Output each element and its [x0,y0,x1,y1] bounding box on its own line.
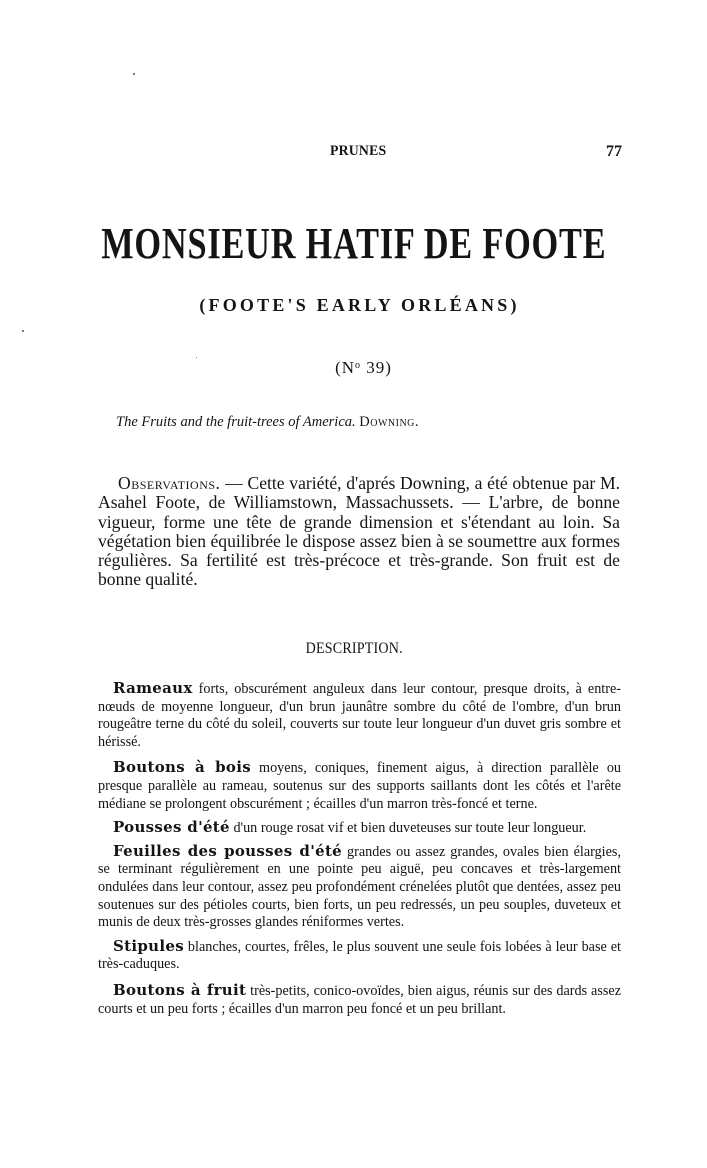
running-head-title: PRUNES [330,143,387,159]
description-text: grandes ou assez grandes, ovales bien élargies, se terminant régulièrement en une pointe peu aiguë, peu concaves et très-largement ondulées dans leur contour, assez peu profondément crénelées plutôt que dentées, assez peu soutenues sur des pétioles courts, bien forts, un peu redressés, un peu souples, duveteux et munis de deux très-grosses glandes réniformes vertes. [98,843,621,931]
description-item-stipules [98,938,621,974]
reference-title: The Fruits and the fruit-trees of America. [116,414,356,430]
description-term: Rameaux [113,679,193,697]
page-title [0,219,707,268]
description-text: blanches, courtes, frêles, le plus souvent une seule fois lobées à leur base et très-caduques. [98,938,621,973]
running-head [98,143,622,163]
description-text: d'un rouge rosat vif et bien duveteuses sur toute leur longueur. [229,820,587,837]
variety-subtitle: (FOOTE'S EARLY ORLÉANS) [199,295,520,315]
description-item-pousses-d-ete [98,819,621,838]
reference-author: Downing. [359,414,420,430]
observations-paragraph [98,474,620,590]
scan-speck [133,73,135,75]
description-item-rameaux [98,680,621,751]
observations-label: Observations. [118,473,221,493]
scan-speck [196,357,197,358]
description-term: Boutons à fruit [113,980,247,999]
description-term: Feuilles des pousses d'été [113,841,343,860]
scan-speck [22,330,24,332]
description-text: très-petits, conico-ovoïdes, bien aigus, réunis sur des dards assez courts et un peu forts ; écailles d'un marron peu foncé et un peu brillant. [98,982,621,1017]
description-list [98,680,621,1025]
page-number: 77 [606,143,622,160]
description-text: moyens, coniques, finement aigus, à direction parallèle ou presque parallèle au rameau, soutenus sur des supports saillants dont les côtés et l'arête médiane se prolongent obscurément ; écailles d'un marron très-foncé et terne. [98,760,622,812]
description-heading-text: DESCRIPTION. [305,640,404,657]
variety-number [10,358,707,378]
bibliographic-reference [116,414,419,431]
variety-number-sup: o [355,360,362,371]
description-text: forts, obscurément anguleux dans leur contour, presque droits, à entre-nœuds de moyenne longueur, d'un brun jaunâtre sombre du côté de l'ombre, d'un brun rougeâtre terne du côté du soleil, couverts sur toute leur longueur d'un duvet gris sombre et hérissé. [98,681,621,750]
description-term: Boutons à bois [113,758,251,777]
description-item-boutons-a-bois [98,759,621,813]
observations-text: — Cette variété, d'aprés Downing, a été obtenue par M. Asahel Foote, de Williamstown, Massachussets. — L'arbre, de bonne vigueur, forme une tête de grande dimension et s'étendant au loin. Sa végétation bien équilibrée le dispose assez bien à se soumettre aux formes régulières. Sa fertilité est très-précoce et très-grande. Son fruit est de bonne qualité. [98,473,620,590]
variety-number-prefix: (N [335,358,356,377]
description-heading [0,640,707,658]
description-item-feuilles [98,843,621,932]
description-term: Pousses d'été [113,818,230,837]
description-item-boutons-a-fruit [98,982,621,1018]
variety-number-value: 39) [361,358,392,377]
description-term: Stipules [113,936,184,955]
page-title-text: MONSIEUR HATIF DE FOOTE [100,219,607,268]
